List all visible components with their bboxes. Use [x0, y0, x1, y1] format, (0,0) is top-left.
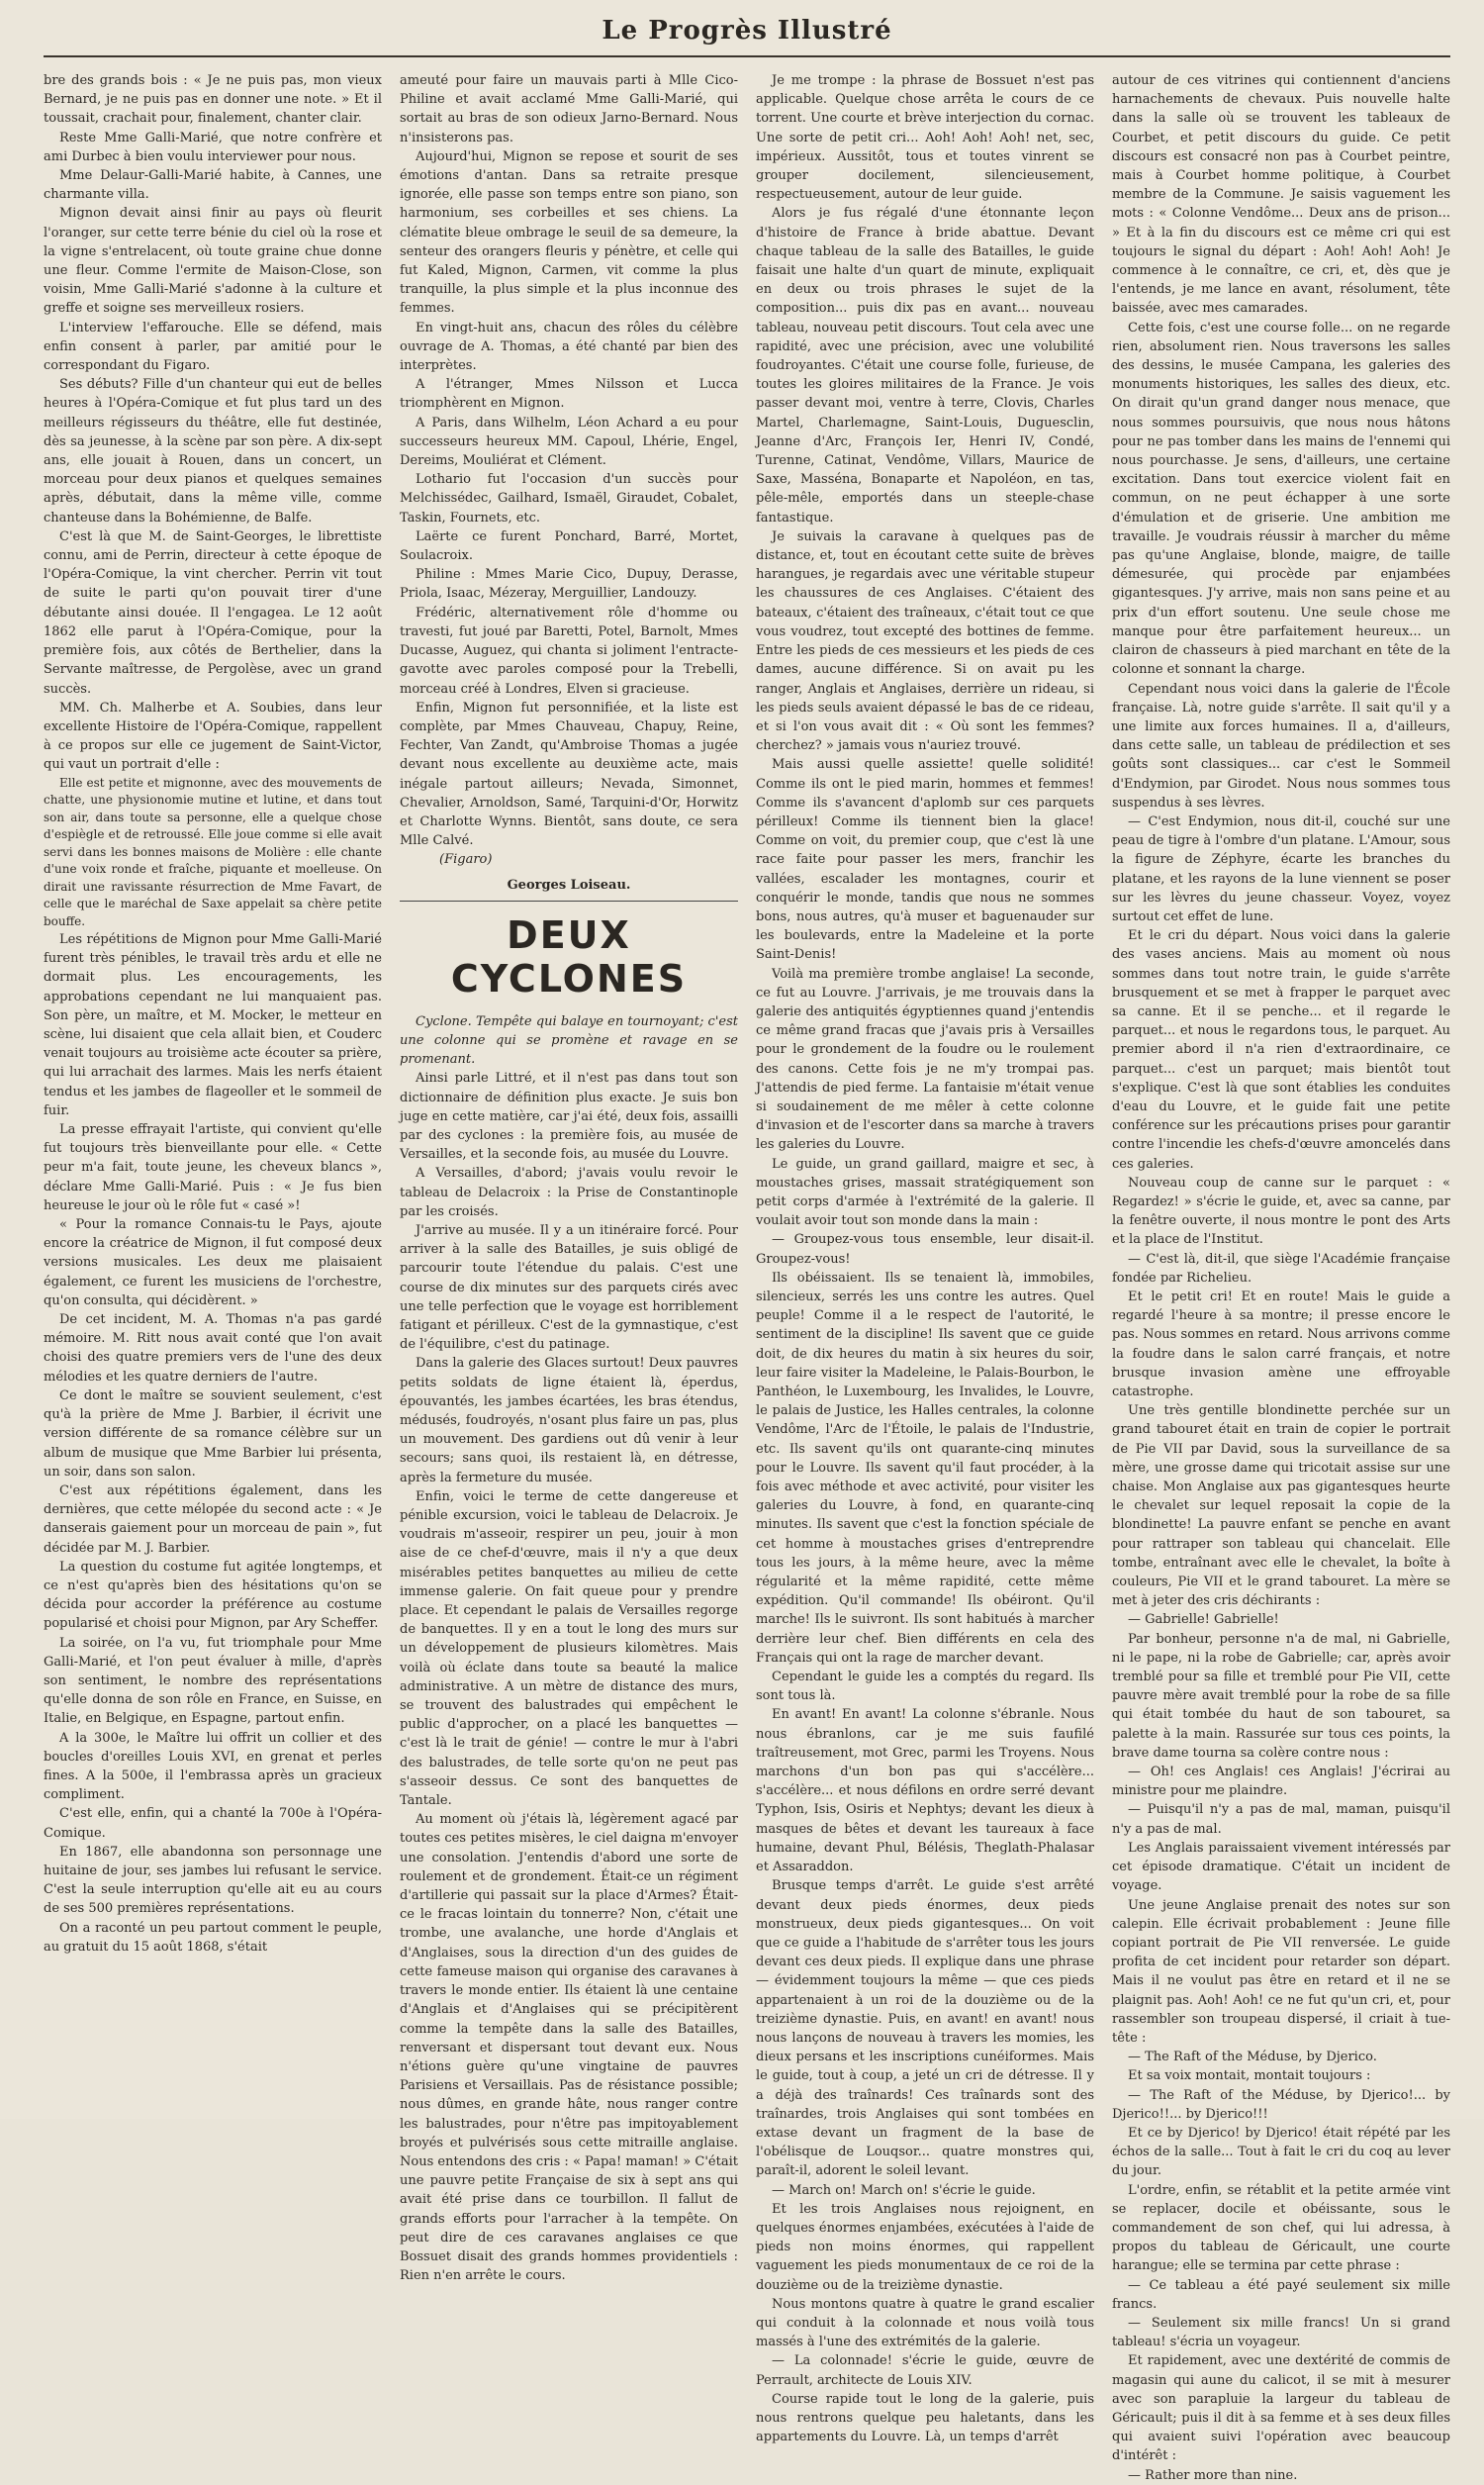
article-paragraph: — The Raft of the Méduse, by Djerico!... by Djerico!!... by Djerico!!!	[1112, 2087, 1450, 2122]
article-paragraph: Et ce by Djerico! by Djerico! était répété par les échos de la salle... Tout à fait le cri du coq au lever du jour.	[1112, 2125, 1450, 2179]
article-paragraph: Mais aussi quelle assiette! quelle solidité! Comme ils ont le pied marin, hommes et femmes! Comme ils s'avancent d'aplomb sur ces parquets périlleux! Comme ils tiennent bien la glace! Comme on voit, du premier coup, que c'est là une race faite pour passer les mers, franchir les vallées, escalader les montagnes, courir et conquérir le monde, tandis que nous ne sommes bons, nous autres, qu'à muser et baguenauder sur les boulevards, entre la Madeleine et la porte Saint-Denis!	[756, 757, 1094, 963]
article-paragraph: Ce dont le maître se souvient seulement, c'est qu'à la prière de Mme J. Barbier, il écrivit une version différente de sa romance célèbre sur un album de musique que Mme Barbier lui présenta, un soir, dans son salon.	[44, 1387, 382, 1480]
article-paragraph: — C'est là, dit-il, que siège l'Académie française fondée par Richelieu.	[1112, 1251, 1450, 1286]
article-paragraph: — C'est Endymion, nous dit-il, couché sur une peau de tigre à l'ombre d'un platane. L'Amour, sous la figure de Zéphyre, écarte les branches du platane, et les rayons de la lune viennent se poser sur les lèvres du jeune chasseur. Voyez, voyez surtout cet effet de lune.	[1112, 813, 1450, 924]
article-paragraph: Cependant le guide les a comptés du regard. Ils sont tous là.	[756, 1670, 1094, 1704]
article-paragraph: Nous montons quatre à quatre le grand escalier qui conduit à la colonnade et nous voilà tous massés à l'une des extrémités de la galerie.	[756, 2296, 1094, 2350]
article-paragraph: L'ordre, enfin, se rétablit et la petite armée vint se replacer, docile et obéissante, sous le commandement de son chef, qui lui adressa, à propos du tableau de Géricault, une courte harangue; elle se termina par cette phrase :	[1112, 2182, 1450, 2274]
article-paragraph: Et le petit cri! Et en route! Mais le guide a regardé l'heure à sa montre; il presse encore le pas. Nous sommes en retard. Nous arrivons comme la foudre dans le salon carré français, et notre brusque invasion amène une effroyable catastrophe.	[1112, 1290, 1450, 1400]
article-paragraph: MM. Ch. Malherbe et A. Soubies, dans leur excellente Histoire de l'Opéra-Comique, rappellent à ce propos sur elle ce jugement de Saint-Victor, qui vaut un portrait d'elle :	[44, 700, 382, 773]
article-paragraph: Et sa voix montait, montait toujours :	[1128, 2068, 1371, 2084]
article-paragraph: De cet incident, M. A. Thomas n'a pas gardé mémoire. M. Ritt nous avait conté que l'on avait choisi des quatre premiers vers de l'une des deux mélodies et les quatre derniers de l'autre.	[44, 1312, 382, 1385]
article-paragraph: Mignon devait ainsi finir au pays où fleurit l'oranger, sur cette terre bénie du ciel où la rose et la vigne s'entrelacent, où toute graine chue donne une fleur. Comme l'ermite de Maison-Close, son voisin, Mme Galli-Marié s'adonne à la culture et greffe et soigne ses merveilleux rosiers.	[44, 206, 382, 317]
article-paragraph: — Ce tableau a été payé seulement six mille francs.	[1112, 2277, 1450, 2312]
article-paragraph: Cependant nous voici dans la galerie de l'École française. Là, notre guide s'arrête. Il sait qu'il y a une limite aux forces humaines. Il a, d'ailleurs, dans cette salle, un tableau de prédilection et ses goûts sont classiques... car c'est le Sommeil d'Endymion, par Girodet. Nous nous sommes tous suspendus à ses lèvres.	[1112, 681, 1450, 811]
article-paragraph: En vingt-huit ans, chacun des rôles du célèbre ouvrage de A. Thomas, a été chanté par bien des interprètes.	[400, 320, 738, 374]
article-paragraph: A Versailles, d'abord; j'avais voulu revoir le tableau de Delacroix : la Prise de Constantinople par les croisés.	[400, 1166, 738, 1219]
article-paragraph: Laërte ce furent Ponchard, Barré, Mortet, Soulacroix.	[400, 528, 738, 564]
article-paragraph: C'est aux répétitions également, dans les dernières, que cette mélopée du second acte : « Je danserais gaiement pour un morceau de pain », fut décidée par M. J. Barbier.	[44, 1482, 382, 1556]
article-paragraph: — Rather more than nine.	[1128, 2467, 1298, 2483]
article-paragraph: Les répétitions de Mignon pour Mme Galli-Marié furent très pénibles, le travail très ardu et elle ne dormait plus. Les encouragements, les approbations cependant ne lui manquaient pas. Son père, un maître, et M. Mocker, le metteur en scène, lui disaient que cela allait bien, et Couderc venait toujours au troisième acte écouter sa prière, qui lui arrachait des larmes. Mais les nerfs étaient tendus et les jambes de flageoller et le sommeil de fuir.	[44, 932, 382, 1118]
article-paragraph: Aujourd'hui, Mignon se repose et sourit de ses émotions d'antan. Dans sa retraite presque ignorée, elle passe son temps entre son piano, son harmonium, ses corbeilles et ses chiens. La clématite bleue ombrage le seuil de sa demeure, la senteur des orangers fleuris y pénètre, et celle qui fut Kaled, Mignon, Carmen, vit comme la plus tranquille, la plus simple et la plus inconnue des femmes.	[400, 148, 738, 317]
article-paragraph: — La colonnade! s'écrie le guide, œuvre de Perrault, architecte de Louis XIV.	[756, 2353, 1094, 2388]
article-paragraph: « Pour la romance Connais-tu le Pays, ajoute encore la créatrice de Mignon, il fut composé deux versions musicales. Les deux me plaisaient également, ce furent les musiciens de l'orchestre, qu'on consulta, qui décidèrent. »	[44, 1217, 382, 1308]
article-paragraph: Une très gentille blondinette perchée sur un grand tabouret était en train de copier le portrait de Pie VII par David, sous la surveillance de sa mère, une grosse dame qui tricotait assise sur une chaise. Mon Anglaise aux pas gigantesques heurte le chevalet sur lequel reposait la copie de la blondinette! La pauvre enfant se penche en avant pour rattraper son tableau qui chancelait. Elle tombe, entraînant avec elle le chevalet, la boîte à couleurs, Pie VII et le grand tabouret. La mère se met à jeter des cris déchirants :	[1112, 1403, 1450, 1609]
article-paragraph: La question du costume fut agitée longtemps, et ce n'est qu'après bien des hésitations qu'on se décida pour accorder la préférence au costume popularisé et choisi pour Mignon, par Ary Scheffer.	[44, 1559, 382, 1632]
article-paragraph: ameuté pour faire un mauvais parti à Mlle Cico-Philine et avait acclamé Mme Galli-Marié, qui sortait au bras de son odieux Jarno-Bernard. Nous n'insisterons pas.	[400, 73, 738, 145]
article-paragraph: C'est là que M. de Saint-Georges, le librettiste connu, ami de Perrin, directeur à cette époque de l'Opéra-Comique, la vint chercher. Perrin vit tout de suite le parti qu'on pouvait tirer d'une débutante ainsi douée. Il l'engagea. Le 12 août 1862 elle parut à l'Opéra-Comique, pour la première fois, aux côtés de Berthelier, dans la Servante maîtresse, de Pergolèse, avec un grand succès.	[44, 528, 382, 697]
article-paragraph: On a raconté un peu partout comment le peuple, au gratuit du 15 août 1868, s'était	[44, 1920, 382, 1955]
article-paragraph: Ainsi parle Littré, et il n'est pas dans tout son dictionnaire de définition plus exacte. Je suis bon juge en cette matière, car j'ai été, deux fois, assailli par des cyclones : la première fois, au musée de Versailles, et la seconde fois, au musée du Louvre.	[400, 1071, 738, 1163]
article-paragraph: Et le cri du départ. Nous voici dans la galerie des vases anciens. Mais au moment où nous sommes dans tout notre train, le guide s'arrête brusquement et se met à frapper le parquet avec sa canne. Et il se penche... et il regarde le parquet... et nous le regardons tous, le parquet. Au premier abord il n'a rien d'extraordinaire, ce parquet... c'est un parquet; mais bientôt tout s'explique. C'est là que sont établies les conduites d'eau du Louvre, et le guide fait une petite conférence sur les précautions prises pour garantir contre l'incendie les chefs-d'œuvre amoncelés dans ces galeries.	[1112, 928, 1450, 1172]
article-signature: Georges Loiseau.	[507, 877, 631, 893]
article-paragraph: Elle est petite et mignonne, avec des mouvements de chatte, une physionomie mutine et lutine, et dans tout son air, dans toute sa personne, elle a quelque chose d'espiègle et de retroussé. Elle joue comme si elle avait servi dans les bonnes maisons de Molière : elle chante d'une voix ronde et fraîche, piquante et moelleuse. On dirait une ravissante résurrection de Mme Favart, de celle que le maréchal de Saxe appelait sa chère petite bouffe.	[44, 775, 382, 928]
article-paragraph: Course rapide tout le long de la galerie, puis nous rentrons quelque peu haletants, dans les appartements du Louvre. Là, un temps d'arrêt	[756, 2391, 1094, 2445]
article-paragraph: — Seulement six mille francs! Un si grand tableau! s'écria un voyageur.	[1112, 2315, 1450, 2350]
article-paragraph: En avant! En avant! La colonne s'ébranle. Nous nous ébranlons, car je me suis faufilé traîtreusement, mot Grec, parmi les Troyens. Nous marchons d'un bon pas qui s'accélère... s'accélère... et nous défilons en ordre serré devant Typhon, Isis, Osiris et Nephtys; devant les dieux à masques de bêtes et devant les taureaux à face humaine, devant Phul, Bélésis, Theglath-Phalasar et Assaraddon.	[756, 1707, 1094, 1875]
column-3	[756, 71, 1094, 2445]
article-paragraph: Le guide, un grand gaillard, maigre et sec, à moustaches grises, massait stratégiquement son petit corps d'armée à l'extrémité de la galerie. Il voulait avoir tout son monde dans la main :	[756, 1156, 1094, 1229]
article-paragraph: — Groupez-vous tous ensemble, leur disait-il. Groupez-vous!	[756, 1232, 1094, 1267]
article-paragraph: — Gabrielle! Gabrielle!	[1128, 1612, 1279, 1628]
masthead-rule	[44, 55, 1450, 57]
article-paragraph: — March on! March on! s'écrie le guide.	[772, 2182, 1036, 2198]
article-paragraph: Alors je fus régalé d'une étonnante leçon d'histoire de France à bride abattue. Devant chaque tableau de la salle des Batailles, le guide faisait une halte d'un quart de minute, expliquait en deux ou trois phrases le sujet de la composition... puis dix pas en avant... nouveau tableau, nouveau petit discours. Tout cela avec une rapidité, avec une précision, avec une volubilité foudroyantes. C'était une course folle, furieuse, de toutes les gloires militaires de la France. Je vois passer devant moi, ventre à terre, Clovis, Charles Martel, Charlemagne, Saint-Louis, Duguesclin, Jeanne d'Arc, François Ier, Henri IV, Condé, Turenne, Catinat, Vendôme, Villars, Maurice de Saxe, Masséna, Bonaparte et Napoléon, en tas, pêle-mêle, emportés dans un steeple-chase fantastique.	[756, 206, 1094, 526]
article-paragraph: Enfin, voici le terme de cette dangereuse et pénible excursion, voici le tableau de Delacroix. Je voudrais m'asseoir, respirer un peu, jouir à mon aise de ce chef-d'œuvre, mais il n'y a que deux misérables petites banquettes au milieu de cette immense galerie. On fait queue pour y prendre place. Et cependant le palais de Versailles regorge de banquettes. Il y en a tout le long des murs sur un développement de plusieurs kilomètres. Mais voilà où éclate dans toute sa beauté la malice administrative. A un mètre de distance des murs, se trouvent des balustrades qui empêchent le public d'approcher, on a placé les banquettes — c'est là le trait de génie! — contre le mur à l'abri des balustrades, de telle sorte qu'on ne peut pas s'asseoir dessus. Ce sont des banquettes de Tantale.	[400, 1488, 738, 1809]
article-paragraph: Lothario fut l'occasion d'un succès pour Melchissédec, Gailhard, Ismaël, Giraudet, Cobalet, Taskin, Fournets, etc.	[400, 472, 738, 526]
article-paragraph: Et rapidement, avec une dextérité de commis de magasin qui aune du calicot, il se mit à mesurer avec son parapluie la largeur du tableau de Géricault; puis il dit à sa femme et à ses deux filles qui avaient suivi l'opération avec beaucoup d'intérêt :	[1112, 2353, 1450, 2464]
article-paragraph: Brusque temps d'arrêt. Le guide s'est arrêté devant deux pieds énormes, deux pieds monstrueux, deux pieds gigantesques... On voit que ce guide a l'habitude de s'arrêter tous les jours devant ces deux pieds. Il explique dans une phrase — évidemment toujours la même — que ces pieds appartenaient à un roi de la douzième ou de la treizième dynastie. Puis, en avant! en avant! nous nous lançons de nouveau à travers les momies, les dieux persans et les inscriptions cunéiformes. Mais le guide, tout à coup, a jeté un cri de détresse. Il y a déjà des traînards! Ces traînards sont des traînardes, trois Anglaises qui sont tombées en extase devant un fragment de la base de l'obélisque de Louqsor... quatre monstres qui, paraît-il, adorent le soleil levant.	[756, 1878, 1094, 2179]
columns-container	[44, 71, 1450, 2483]
article-paragraph: Les Anglais paraissaient vivement intéressés par cet épisode dramatique. C'était un incident de voyage.	[1112, 1840, 1450, 1894]
article-paragraph: Cyclone. Tempête qui balaye en tournoyant; c'est une colonne qui se promène et ravage en se promenant.	[400, 1013, 738, 1068]
article-paragraph: C'est elle, enfin, qui a chanté la 700e à l'Opéra-Comique.	[44, 1806, 382, 1841]
column-2	[400, 71, 738, 2284]
article-paragraph: bre des grands bois : « Je ne puis pas, mon vieux Bernard, je ne puis pas en donner une note. » Et il toussait, crachait pour, finalement, chanter clair.	[44, 73, 382, 127]
article-paragraph: Par bonheur, personne n'a de mal, ni Gabrielle, ni le pape, ni la robe de Gabrielle; car, après avoir tremblé pour sa fille et tremblé pour Pie VII, cette pauvre mère avait tremblé pour la robe de sa fille qui était tombée du haut de son tabouret, sa palette à la main. Rassurée sur tous ces points, la brave dame tourna sa colère contre nous :	[1112, 1631, 1450, 1761]
article-paragraph: Au moment où j'étais là, légèrement agacé par toutes ces petites misères, le ciel daigna m'envoyer une consolation. J'entendis d'abord une sorte de roulement et de grondement. Était-ce un régiment d'artillerie qui passait sur la place d'Armes? Était-ce le fracas lointain du tonnerre? Non, c'était une trombe, une avalanche, une horde d'Anglais et d'Anglaises, sous la direction d'un des guides de cette fameuse maison qui organise des caravanes à travers le monde entier. Ils étaient là une centaine d'Anglais et d'Anglaises qui se précipitèrent comme la tempête dans la salle des Batailles, renversant et dispersant tout devant eux. Nous n'étions guère qu'une vingtaine de pauvres Parisiens et Versaillais. Pas de résistance possible; nous dûmes, en grande hâte, nous ranger contre les balustrades, pour n'être pas impitoyablement broyés et pulvérisés sous cette mitraille anglaise. Nous entendons des cris : « Papa! maman! » C'était une pauvre petite Française de six à sept ans qui avait été prise dans ce tourbillon. Il fallut de grands efforts pour l'arracher à la tempête. On peut dire de ces caravanes anglaises ce que Bossuet disait des grands hommes providentiels : Rien n'en arrête le cours.	[400, 1812, 738, 2284]
article-paragraph: Une jeune Anglaise prenait des notes sur son calepin. Elle écrivait probablement : Jeune fille copiant portrait de Pie VII renversée. Le guide profita de cet incident pour retarder son départ. Mais il ne voulut pas être en retard et il ne se plaignit pas. Aoh! Aoh! ce ne fut qu'un cri, et, pour rassembler son troupeau dispersé, il criait à tue-tête :	[1112, 1897, 1450, 2046]
article-paragraph: A l'étranger, Mmes Nilsson et Lucca triomphèrent en Mignon.	[400, 377, 738, 412]
article-paragraph: La soirée, on l'a vu, fut triomphale pour Mme Galli-Marié, et l'on peut évaluer à mille, d'après son sentiment, le nombre des représentations qu'elle donna de son rôle en France, en Suisse, en Italie, en Belgique, en Espagne, partout enfin.	[44, 1635, 382, 1727]
article-source: (Figaro)	[439, 852, 493, 868]
article-title-block	[400, 901, 738, 1001]
article-paragraph: Dans la galerie des Glaces surtout! Deux pauvres petits soldats de ligne étaient là, éperdus, épouvantés, les jambes écartées, les bras étendus, médusés, foudroyés, n'osant plus faire un pas, plus un mouvement. Des gardiens out dû venir à leur secours; sans quoi, ils restaient là, en détresse, après la fermeture du musée.	[400, 1356, 738, 1485]
article-paragraph: Et les trois Anglaises nous rejoignent, en quelques énormes enjambées, exécutées à l'aide de pieds non moins énormes, qui rappellent vaguement les pieds monumentaux de ce roi de la douzième ou de la treizième dynastie.	[756, 2201, 1094, 2293]
article-paragraph: Ses débuts? Fille d'un chanteur qui eut de belles heures à l'Opéra-Comique et fut plus tard un des meilleurs régisseurs du théâtre, elle fut destinée, dès sa jeunesse, à la scène par son père. A dix-sept ans, elle jouait à Rouen, dans un concert, un morceau pour deux pianos et quelques semaines après, débutait, dans la même ville, comme chanteuse dans la Bohémienne, de Balfe.	[44, 377, 382, 526]
article-paragraph: A la 300e, le Maître lui offrit un collier et des boucles d'oreilles Louis XVI, en grenat et perles fines. A la 500e, il l'embrassa après un gracieux compliment.	[44, 1730, 382, 1803]
article-paragraph: Mme Delaur-Galli-Marié habite, à Cannes, une charmante villa.	[44, 168, 382, 203]
article-paragraph: A Paris, dans Wilhelm, Léon Achard a eu pour successeurs heureux MM. Capoul, Lhérie, Engel, Dereims, Mouliérat et Clément.	[400, 415, 738, 469]
article-paragraph: Frédéric, alternativement rôle d'homme ou travesti, fut joué par Baretti, Potel, Barnolt, Mmes Ducasse, Auguez, qui chanta si joliment l'entracte-gavotte avec paroles composé pour la Trebelli, morceau créé à Londres, Elven si gracieuse.	[400, 605, 738, 697]
article-paragraph: L'interview l'effarouche. Elle se défend, mais enfin consent à parler, par amitié pour le correspondant du Figaro.	[44, 320, 382, 374]
article-paragraph: Reste Mme Galli-Marié, que notre confrère et ami Durbec à bien voulu interviewer pour nous.	[44, 130, 382, 164]
article-paragraph: — Oh! ces Anglais! ces Anglais! J'écrirai au ministre pour me plaindre.	[1112, 1765, 1450, 1799]
article-paragraph: autour de ces vitrines qui contiennent d'anciens harnachements de chevaux. Puis nouvelle halte dans la salle où se trouvent les tableaux de Courbet, et petit discours du guide. Ce petit discours est consacré non pas à Courbet peintre, mais à Courbet homme politique, à Courbet membre de la Commune. Je saisis vaguement les mots : « Colonne Vendôme... Deux ans de prison... » Et à la fin du discours est ce même cri qui est toujours le signal du départ : Aoh! Aoh! Aoh! Je commence à le connaître, ce cri, et, dès que je l'entends, je me lance en avant, résolument, tête baissée, avec mes camarades.	[1112, 73, 1450, 317]
article-paragraph: Enfin, Mignon fut personnifiée, et la liste est complète, par Mmes Chauveau, Chapuy, Reine, Fechter, Van Zandt, qu'Ambroise Thomas a jugée devant nous excellente au deuxième acte, mais inégale partout ailleurs; Nevada, Simonnet, Chevalier, Arnoldson, Samé, Tarquini-d'Or, Horwitz et Charlotte Wynns. Bientôt, sans doute, ce sera Mlle Calvé.	[400, 700, 738, 849]
column-4	[1112, 71, 1450, 2483]
article-paragraph: Voilà ma première trombe anglaise! La seconde, ce fut au Louvre. J'arrivais, je me trouvais dans la galerie des antiquités égyptiennes quand j'entendis ce même grand fracas que j'avais pris à Versailles pour le grondement de la foudre ou le roulement des canons. Cette fois je ne m'y trompai pas. J'attendis de pied ferme. La fantaisie m'était venue si soudainement de me mêler à cette colonne d'invasion et de l'escorter dans sa marche à travers les galeries du Louvre.	[756, 966, 1094, 1153]
article-paragraph: J'arrive au musée. Il y a un itinéraire forcé. Pour arriver à la salle des Batailles, je suis obligé de parcourir toute l'étendue du palais. C'est une course de dix minutes sur des parquets cirés avec une telle perfection que le voyage est horriblement fatigant et périlleux. C'est de la gymnastique, c'est de l'équilibre, c'est du patinage.	[400, 1222, 738, 1353]
article-paragraph: Cette fois, c'est une course folle... on ne regarde rien, absolument rien. Nous traversons les salles des dessins, le musée Campana, les galeries des monuments historiques, les salles des dieux, etc. On dirait qu'un grand danger nous menace, que nous sommes poursuivis, que nous nous hâtons pour ne pas tomber dans les mains de l'ennemi qui nous pourchasse. Je sens, d'ailleurs, une certaine excitation. Dans tout exercice violent fait en commun, on ne peut échapper à une sorte d'émulation et de griserie. Une ambition me travaille. Je voudrais réussir à marcher du même pas qu'une Anglaise, blonde, maigre, de taille démesurée, qui procède par enjambées gigantesques. J'y arrive, mais non sans peine et au prix d'un effort soutenu. Une seule chose me manque pour être parfaitement heureux... un clairon de chasseurs à pied marchant en tête de la colonne et sonnant la charge.	[1112, 320, 1450, 678]
article-paragraph: La presse effrayait l'artiste, qui convient qu'elle fut toujours très bienveillante pour elle. « Cette peur m'a fait, toute jeune, les cheveux blancs », déclare Mme Galli-Marié. Puis : « Je fus bien heureuse le jour où le rôle fut « casé »!	[44, 1122, 382, 1213]
article-paragraph: En 1867, elle abandonna son personnage une huitaine de jour, ses jambes lui refusant le service. C'est la seule interruption qu'elle ait eu au cours de ses 500 premières représentations.	[44, 1844, 382, 1917]
article-title: DEUX CYCLONES	[450, 912, 688, 1001]
article-paragraph: — The Raft of the Méduse, by Djerico.	[1128, 2050, 1377, 2065]
masthead-title: Le Progrès Illustré	[602, 16, 892, 46]
article-paragraph: Philine : Mmes Marie Cico, Dupuy, Derasse, Priola, Isaac, Mézeray, Merguillier, Landouzy.	[400, 567, 738, 602]
article-paragraph: — Puisqu'il n'y a pas de mal, maman, puisqu'il n'y a pas de mal.	[1112, 1802, 1450, 1837]
article-paragraph: Ils obéissaient. Ils se tenaient là, immobiles, silencieux, serrés les uns contre les autres. Quel peuple! Comme il a le respect de l'autorité, le sentiment de la discipline! Ils savent que ce guide doit, de dix heures du matin à six heures du soir, leur faire visiter la Madeleine, le Palais-Bourbon, le Panthéon, le Luxembourg, les Invalides, le Louvre, le palais de Justice, les Halles centrales, la colonne Vendôme, l'Arc de l'Étoile, le palais de l'Industrie, etc. Ils savent qu'ils ont quarante-cinq minutes pour le Louvre. Ils savent qu'il faut procéder, à la fois avec méthode et avec activité, pour visiter les galeries du Louvre, à fond, en quarante-cinq minutes. Ils savent que c'est la fonction spéciale de cet homme à moustaches grises d'entreprendre tous les jours, à la même heure, avec la même régularité et la même rapidité, cette même expédition. Qu'il commande! Ils obéiront. Qu'il marche! Ils le suivront. Ils sont habitués à marcher derrière leur chef. Bien différents en cela des Français qui ont la rage de marcher devant.	[756, 1270, 1094, 1666]
column-1	[44, 71, 382, 2110]
article-paragraph: Je me trompe : la phrase de Bossuet n'est pas applicable. Quelque chose arrêta le cours de ce torrent. Une courte et brève interjection du cornac. Une sorte de petit cri... Aoh! Aoh! Aoh! net, sec, impérieux. Aussitôt, tous et toutes vinrent se grouper docilement, silencieusement, respectueusement, autour de leur guide.	[756, 73, 1094, 203]
article-paragraph: Nouveau coup de canne sur le parquet : « Regardez! » s'écrie le guide, et, avec sa canne, par la fenêtre ouverte, il nous montre le pont des Arts et la place de l'Institut.	[1112, 1175, 1450, 1248]
article-paragraph: Je suivais la caravane à quelques pas de distance, et, tout en écoutant cette suite de brèves harangues, je regardais avec une véritable stupeur les chaussures de ces Anglaises. C'étaient des bateaux, c'étaient des traîneaux, c'était tout ce que vous voudrez, tout excepté des bottines de femme. Entre les pieds de ces messieurs et les pieds de ces dames, aucune différence. Si on avait pu les ranger, Anglais et Anglaises, derrière un rideau, si les pieds seuls avaient dépassé le bas de ce rideau, et si l'on vous avait dit : « Où sont les femmes? cherchez? » jamais vous n'auriez trouvé.	[756, 528, 1094, 754]
